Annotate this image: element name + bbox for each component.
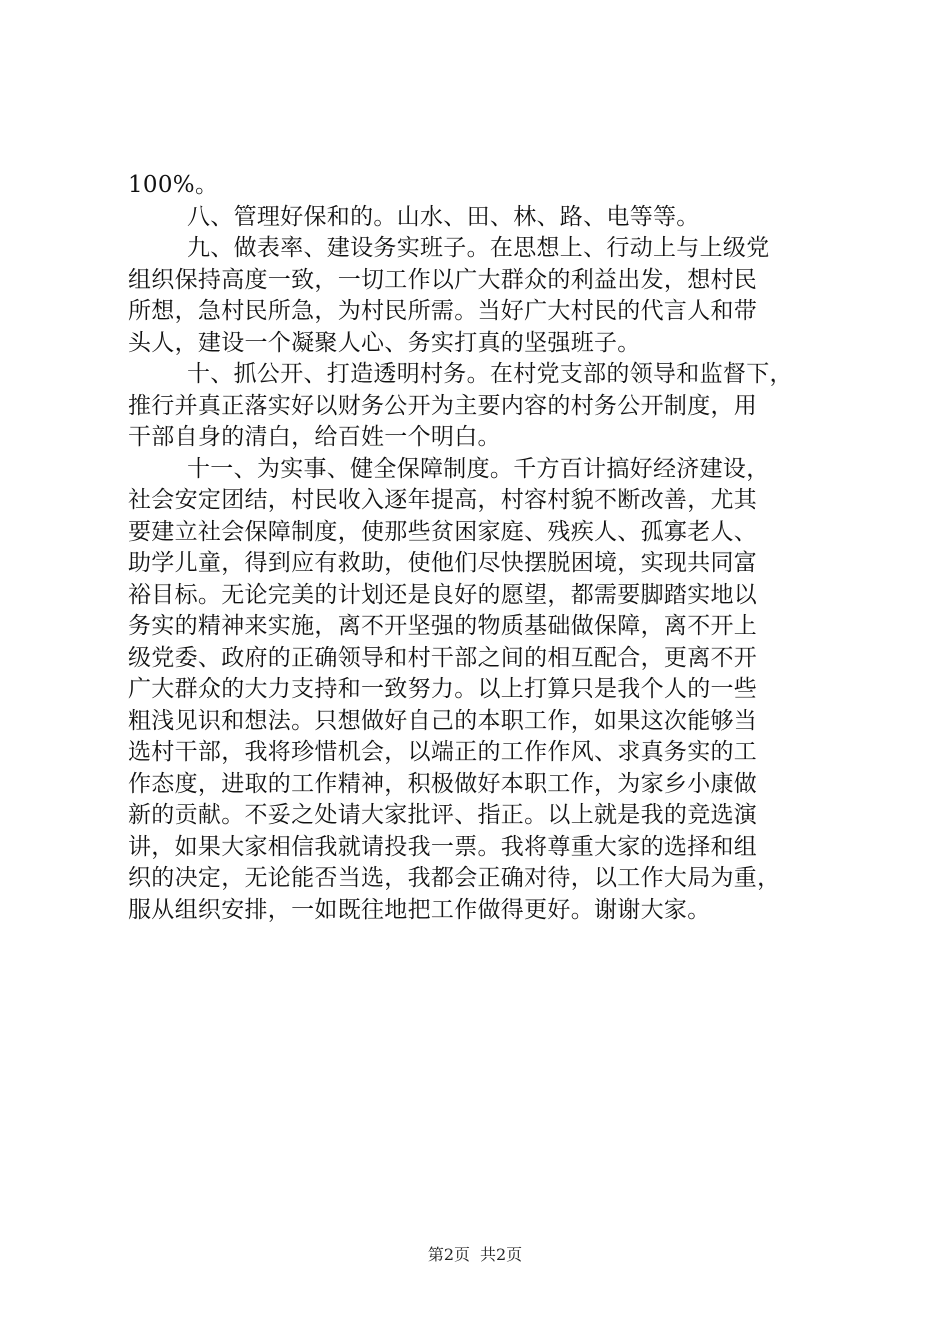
text-line: 服从组织安排，一如既往地把工作做得更好。谢谢大家。 <box>128 896 711 923</box>
paragraph-first-line: 九、做表率、建设务实班子。在思想上、行动上与上级党 <box>187 235 770 261</box>
text-line: 组织保持高度一致，一切工作以广大群众的利益出发，想村民 <box>128 266 758 293</box>
paragraph-first-line: 十、抓公开、打造透明村务。在村党支部的领导和监督下， <box>187 361 793 387</box>
text-line: 社会安定团结，村民收入逐年提高，村容村貌不断改善，尤其 <box>128 487 758 513</box>
text-line: 选村干部，我将珍惜机会，以端正的工作作风、求真务实的工 <box>128 739 758 765</box>
paragraph-first-line: 十一、为实事、健全保障制度。千方百计搞好经济建设， <box>187 455 770 482</box>
page-number: 第2页 <box>427 1245 470 1264</box>
text-line: 助学儿童，得到应有救助，使他们尽快摆脱困境，实现共同富 <box>128 550 758 576</box>
text-line: 干部自身的清白，给百姓一个明白。 <box>128 424 501 450</box>
paragraph-first-line: 八、管理好保和的。山水、田、林、路、电等等。 <box>187 203 700 230</box>
text-line: 广大群众的大力支持和一致努力。以上打算只是我个人的一些 <box>128 676 758 702</box>
page-footer <box>0 1244 950 1266</box>
page-total: 共2页 <box>480 1245 523 1264</box>
text-line: 头人，建设一个凝聚人心、务实打真的坚强班子。 <box>128 329 641 356</box>
text-line: 务实的精神来实施，离不开坚强的物质基础做保障，离不开上 <box>128 613 758 639</box>
text-line: 级党委、政府的正确领导和村干部之间的相互配合，更离不开 <box>128 644 758 671</box>
text-line: 织的决定，无论能否当选，我都会正确对待，以工作大局为重， <box>128 865 781 891</box>
text-line: 所想，急村民所急，为村民所需。当好广大村民的代言人和带 <box>128 298 758 324</box>
text-line: 100%。 <box>128 172 219 198</box>
text-line: 推行并真正落实好以财务公开为主要内容的村务公开制度，用 <box>128 392 758 419</box>
text-line: 粗浅见识和想法。只想做好自己的本职工作，如果这次能够当 <box>128 707 758 734</box>
text-line: 裕目标。无论完美的计划还是良好的愿望，都需要脚踏实地以 <box>128 581 758 608</box>
document-body <box>128 170 858 926</box>
text-line: 新的贡献。不妥之处请大家批评、指正。以上就是我的竞选演 <box>128 802 758 828</box>
text-line: 作态度，进取的工作精神，积极做好本职工作，为家乡小康做 <box>128 770 758 797</box>
text-line: 要建立社会保障制度，使那些贫困家庭、残疾人、孤寡老人、 <box>128 518 758 545</box>
text-line: 讲，如果大家相信我就请投我一票。我将尊重大家的选择和组 <box>128 833 758 860</box>
